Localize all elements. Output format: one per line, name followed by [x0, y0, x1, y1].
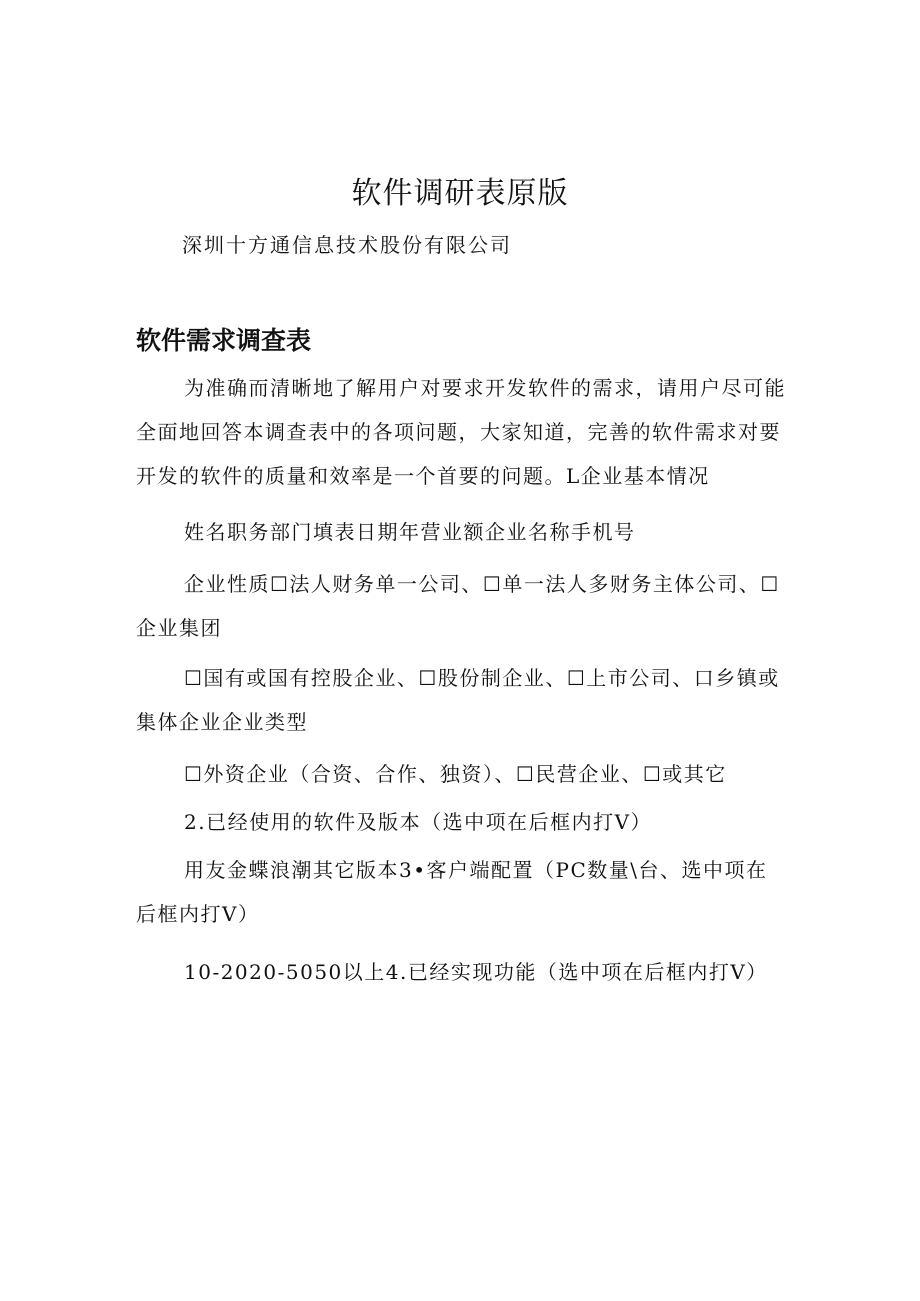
enterprise-type-paragraph: ☐国有或国有控股企业、☐股份制企业、☐上市公司、口乡镇或集体企业企业类型 [136, 666, 780, 734]
software-used-paragraph: 2.已经使用的软件及版本（选中项在后框内打V） [184, 810, 653, 834]
section-heading: 软件需求调查表 [136, 326, 312, 355]
enterprise-nature-paragraph: 企业性质☐法人财务单一公司、☐单一法人多财务主体公司、☐企业集团 [136, 572, 780, 640]
intro-paragraph: 为准确而清晰地了解用户对要求开发软件的需求，请用户尽可能全面地回答本调查表中的各项问题，大家知道，完善的软件需求对要开发的软件的质量和效率是一个首要的问题。L企业基本情况 [136, 376, 786, 488]
company-name: 深圳十方通信息技术股份有限公司 [182, 233, 512, 257]
ownership-paragraph: ☐外资企业（合资、合作、独资）、☐民营企业、☐或其它 [184, 762, 727, 786]
document-title: 软件调研表原版 [351, 176, 569, 211]
client-config-paragraph: 用友金蝶浪潮其它版本3•客户端配置（PC数量\台、选中项在后框内打V） [136, 858, 768, 926]
implemented-features-paragraph: 10-2020-5050以上4.已经实现功能（选中项在后框内打V） [184, 960, 768, 984]
basic-info-fields: 姓名职务部门填表日期年营业额企业名称手机号 [184, 520, 636, 544]
